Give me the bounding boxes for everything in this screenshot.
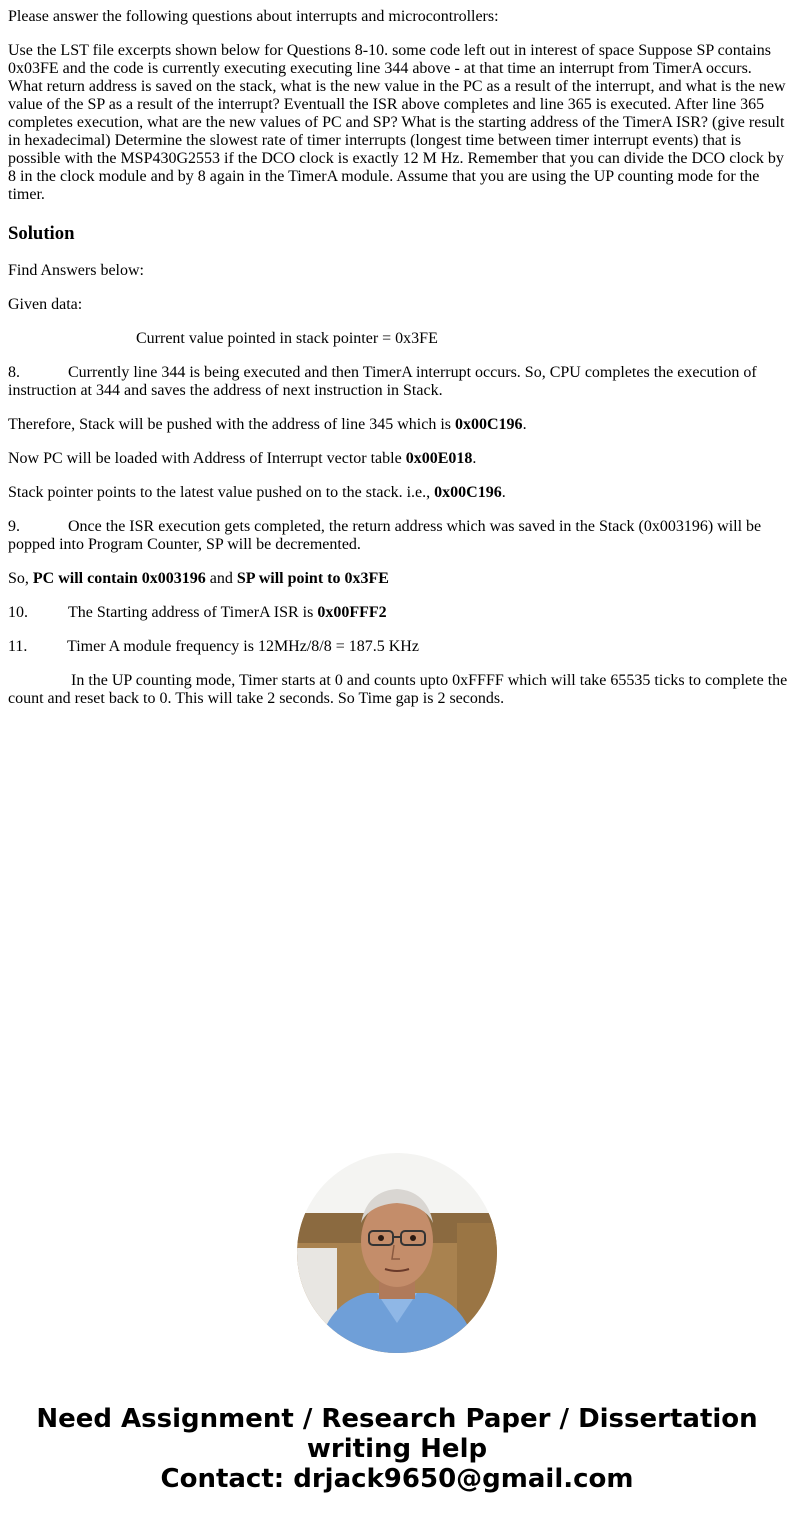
pc-load-text	[8, 450, 788, 468]
footer-line-2: writing Help	[306, 1434, 488, 1464]
answer-8	[8, 364, 788, 400]
up-mode-text: In the UP counting mode, Timer starts at 0 and counts upto 0xFFFF which will take 65535 ticks to complete the count and reset back to 0. This will take 2 seconds. So Time gap is 2 seconds.	[8, 672, 788, 707]
stack-push-address: 0x00C196	[455, 416, 523, 433]
footer-contact: Contact: drjack9650@gmail.com	[160, 1464, 634, 1494]
so-line-pc: PC will contain 0x003196	[32, 570, 206, 587]
footer-banner	[0, 1404, 794, 1494]
answer-10-text: The Starting address of TimerA ISR is	[68, 604, 318, 621]
pc-load-prefix: Now PC will be loaded with Address of Interrupt vector table	[8, 450, 406, 467]
so-line-prefix: So,	[8, 570, 33, 587]
answer-9-text: Once the ISR execution gets completed, the return address which was saved in the Stack (0x003196) will be popped into Program Counter, SP will be decremented.	[8, 518, 762, 553]
stack-value-text: Current value pointed in stack pointer = 0x3FE	[136, 330, 438, 347]
intro-text: Please answer the following questions about interrupts and microcontrollers:	[8, 8, 499, 25]
answer-11-text: Timer A module frequency is 12MHz/8/8 = 187.5 KHz	[67, 638, 419, 655]
answer-number: 11.	[8, 638, 28, 655]
answer-10-address: 0x00FFF2	[317, 604, 387, 621]
answer-10	[8, 604, 788, 622]
sp-point-address: 0x00C196	[434, 484, 502, 501]
so-line-mid: and	[205, 570, 237, 587]
so-line-sp: SP will point to 0x3FE	[236, 570, 389, 587]
given-data-text: Given data:	[8, 296, 83, 313]
sp-point-prefix: Stack pointer points to the latest value pushed on to the stack. i.e.,	[8, 484, 435, 501]
pc-load-address: 0x00E018	[405, 450, 473, 467]
sp-point-suffix: .	[501, 484, 506, 501]
answer-number: 9.	[8, 518, 20, 535]
stack-push-suffix: .	[522, 416, 527, 433]
stack-push-text	[8, 416, 788, 434]
solution-heading: Solution	[8, 223, 75, 244]
answer-9	[8, 518, 788, 554]
answer-8-text: Currently line 344 is being executed and then TimerA interrupt occurs. So, CPU completes the execution of instruction at 344 and saves the address of next instruction in Stack.	[8, 364, 757, 399]
answer-number: 8.	[8, 364, 20, 381]
question-text: Use the LST file excerpts shown below for Questions 8-10. some code left out in interest of space Suppose SP contains 0x03FE and the code is currently executing executing line 344 above - at that time an interrupt from TimerA occurs. What return address is saved on the stack, what is the new value in the PC as a result of the interrupt, and what is the new value of the SP as a result of the interrupt? Eventuall the ISR above completes and line 365 is executed. After line 365 completes execution, what are the new values of PC and SP? What is the starting address of the TimerA ISR? (give result in hexadecimal) Determine the slowest rate of timer interrupts (longest time between timer interrupt events) that is possible with the MSP430G2553 if the DCO clock is exactly 12 M Hz. Remember that you can divide the DCO clock by 8 in the clock module and by 8 again in the TimerA module. Assume that you are using the UP counting mode for the timer.	[8, 42, 786, 203]
so-line-text	[8, 570, 788, 588]
pc-load-suffix: .	[472, 450, 477, 467]
stack-push-prefix: Therefore, Stack will be pushed with the address of line 345 which is	[8, 416, 455, 433]
avatar	[297, 1153, 497, 1353]
answer-11	[8, 638, 788, 656]
sp-point-text	[8, 484, 788, 502]
footer-line-1: Need Assignment / Research Paper / Dissertation	[36, 1404, 758, 1434]
answer-number: 10.	[8, 604, 28, 621]
find-answers-text: Find Answers below:	[8, 262, 144, 279]
avatar-photo	[297, 1153, 497, 1353]
